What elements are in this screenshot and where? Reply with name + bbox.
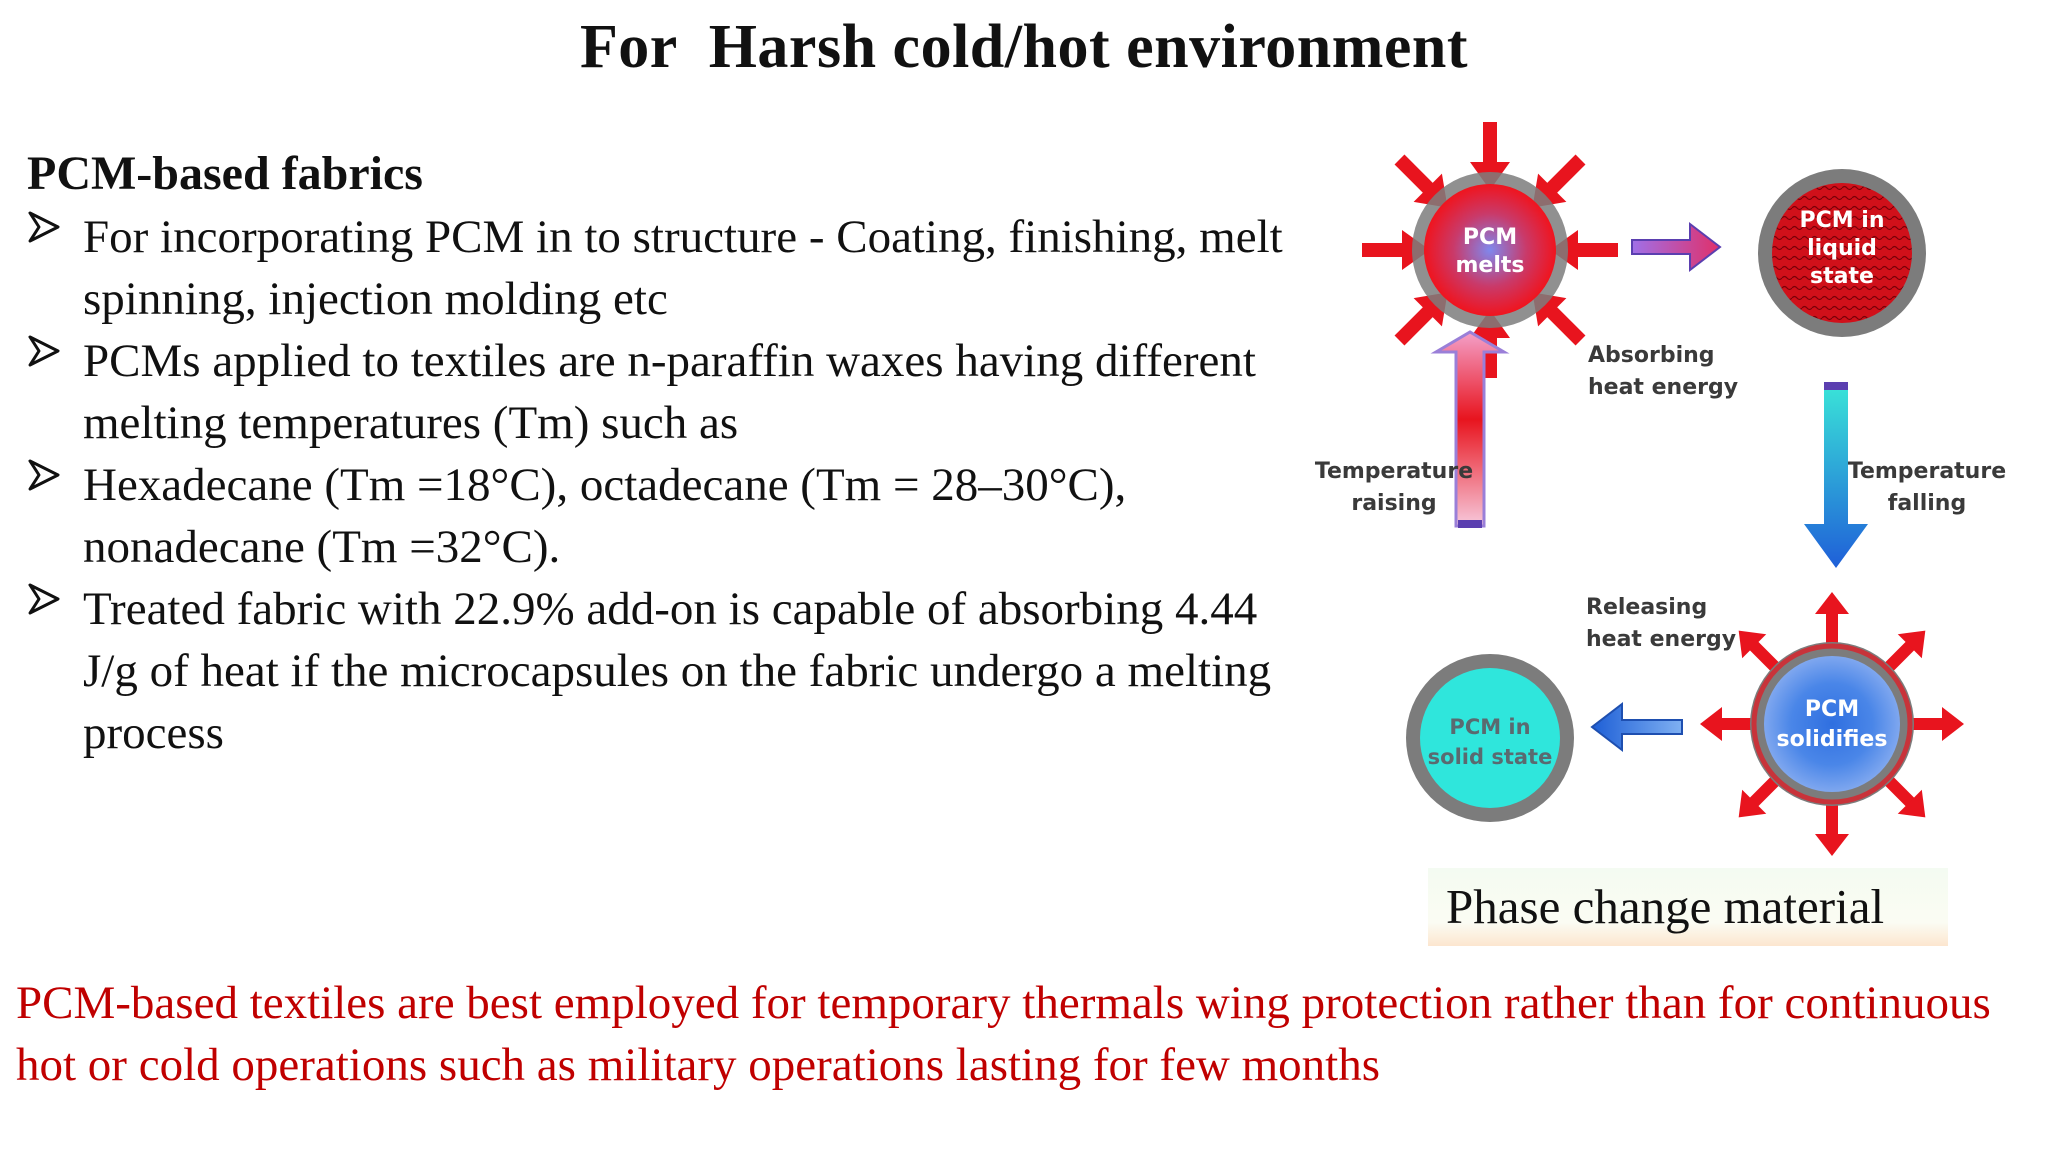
section-heading: PCM-based fabrics	[27, 147, 423, 200]
bullet-text: For incorporating PCM in to structure - Coating, finishing, melt spinning, injection molding etc	[83, 211, 1283, 325]
arrowhead-bullet-icon	[27, 582, 61, 616]
bullet-text: PCMs applied to textiles are n-paraffin waxes having different melting temperatures (Tm) such as	[83, 335, 1256, 449]
absorbing-label-1: Absorbing	[1588, 343, 1715, 368]
bullet-text: Treated fabric with 22.9% add-on is capable of absorbing 4.44 J/g of heat if the microcapsules on the fabric undergo a melting process	[83, 583, 1272, 759]
pcm-solid-label-2: solid state	[1427, 745, 1553, 769]
pcm-melts-node	[1362, 122, 1618, 378]
temp-raising-label-1: Temperature	[1314, 459, 1474, 484]
bullet-text: Hexadecane (Tm =18°C), octadecane (Tm = 28–30°C), nonadecane (Tm =32°C).	[83, 459, 1127, 573]
pcm-solid-node	[1406, 654, 1574, 822]
bullet-item	[27, 330, 1317, 454]
pcm-solidifies-node	[1700, 592, 1964, 856]
arrowhead-bullet-icon	[27, 334, 61, 368]
pcm-cycle-diagram	[1300, 120, 2020, 880]
absorbing-label-2: heat energy	[1588, 375, 1739, 400]
bullet-list	[27, 206, 1317, 764]
footer-note: PCM-based textiles are best employed for temporary thermals wing protection rather than for continuous hot or cold operations such as military operations lasting for few months	[16, 977, 1991, 1091]
pcm-solidifies-label-2: solidifies	[1776, 727, 1888, 752]
bullet-item	[27, 454, 1317, 578]
bullet-item	[27, 206, 1317, 330]
arrowhead-bullet-icon	[27, 210, 61, 244]
pcm-melts-label-1: PCM	[1462, 225, 1518, 250]
diagram-caption: Phase change material	[1428, 868, 1948, 946]
releasing-label-1: Releasing	[1586, 595, 1708, 620]
arrow-to-solid	[1592, 704, 1682, 750]
pcm-liquid-label-3: state	[1810, 264, 1874, 289]
pcm-liquid-label-1: PCM in	[1799, 208, 1885, 233]
releasing-label-2: heat energy	[1586, 627, 1737, 652]
pcm-melts-label-2: melts	[1455, 253, 1525, 278]
pcm-liquid-label-2: liquid	[1807, 236, 1877, 261]
temp-falling-label-2: falling	[1887, 491, 1967, 516]
pcm-solidifies-label-1: PCM	[1804, 697, 1860, 722]
temp-raising-label-2: raising	[1351, 491, 1437, 516]
bullet-item	[27, 578, 1317, 764]
slide-title: For Harsh cold/hot environment	[579, 13, 1469, 81]
pcm-liquid-node	[1758, 169, 1926, 337]
arrowhead-bullet-icon	[27, 458, 61, 492]
arrow-to-liquid	[1632, 224, 1720, 270]
temp-falling-label-1: Temperature	[1847, 459, 2007, 484]
pcm-solid-label-1: PCM in	[1449, 715, 1531, 739]
